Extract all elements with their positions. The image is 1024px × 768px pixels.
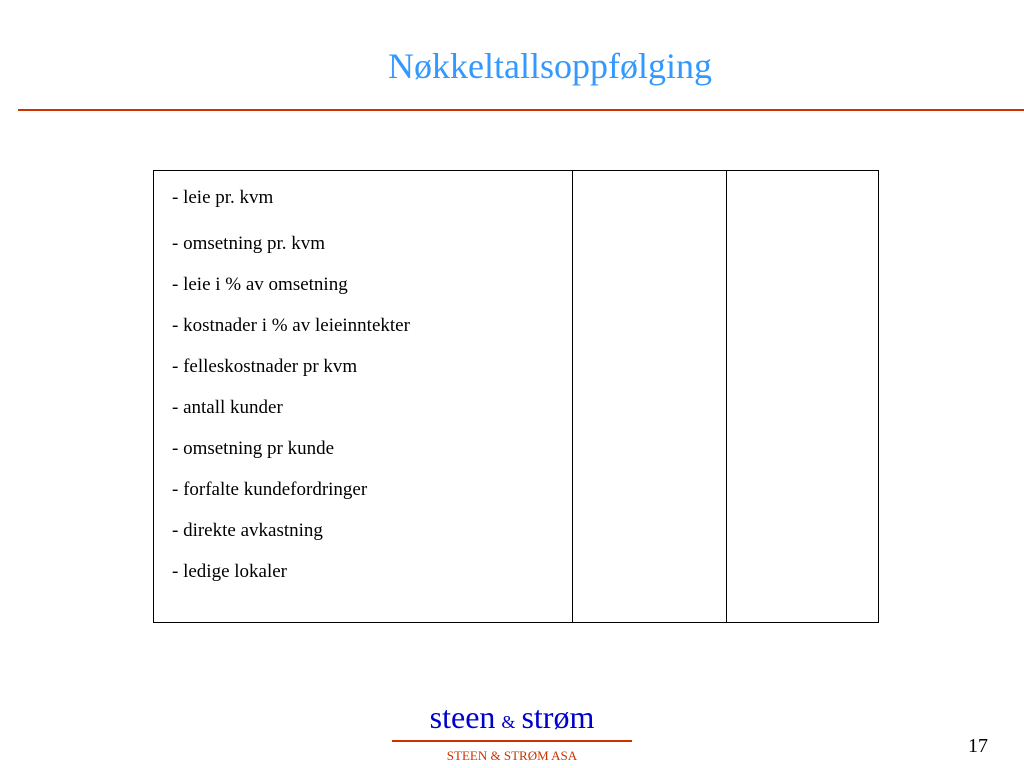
kpi-item-omsetning-pr-kvm: - omsetning pr. kvm [172, 233, 326, 254]
kpi-item-direkte-avkastning: - direkte avkastning [172, 520, 323, 541]
brand-subtitle: STEEN & STRØM ASA [446, 748, 578, 763]
brand-name-second: strøm [521, 699, 595, 735]
kpi-table [153, 170, 879, 623]
kpi-item-ledige-lokaler: - ledige lokaler [172, 561, 288, 582]
brand-divider [392, 740, 632, 742]
kpi-item-leie-pr-kvm: - leie pr. kvm [172, 187, 274, 208]
brand-name-first: steen [429, 699, 496, 735]
brand-ampersand: & [501, 712, 516, 732]
kpi-item-antall-kunder: - antall kunder [172, 397, 283, 418]
kpi-item-felleskostnader: - felleskostnader pr kvm [172, 356, 358, 377]
page-number: 17 [968, 735, 988, 757]
kpi-item-leie-i-prosent: - leie i % av omsetning [172, 274, 348, 295]
kpi-item-kostnader-i-prosent: - kostnader i % av leieinntekter [172, 315, 410, 336]
kpi-item-forfalte-kundefordringer: - forfalte kundefordringer [172, 479, 368, 500]
kpi-item-omsetning-pr-kunde: - omsetning pr kunde [172, 438, 335, 459]
column-divider-1 [572, 171, 573, 622]
slide-title: Nøkkeltallsoppfølging [388, 46, 712, 86]
brand-logo [392, 698, 632, 736]
column-divider-2 [726, 171, 727, 622]
title-divider [18, 109, 1024, 111]
